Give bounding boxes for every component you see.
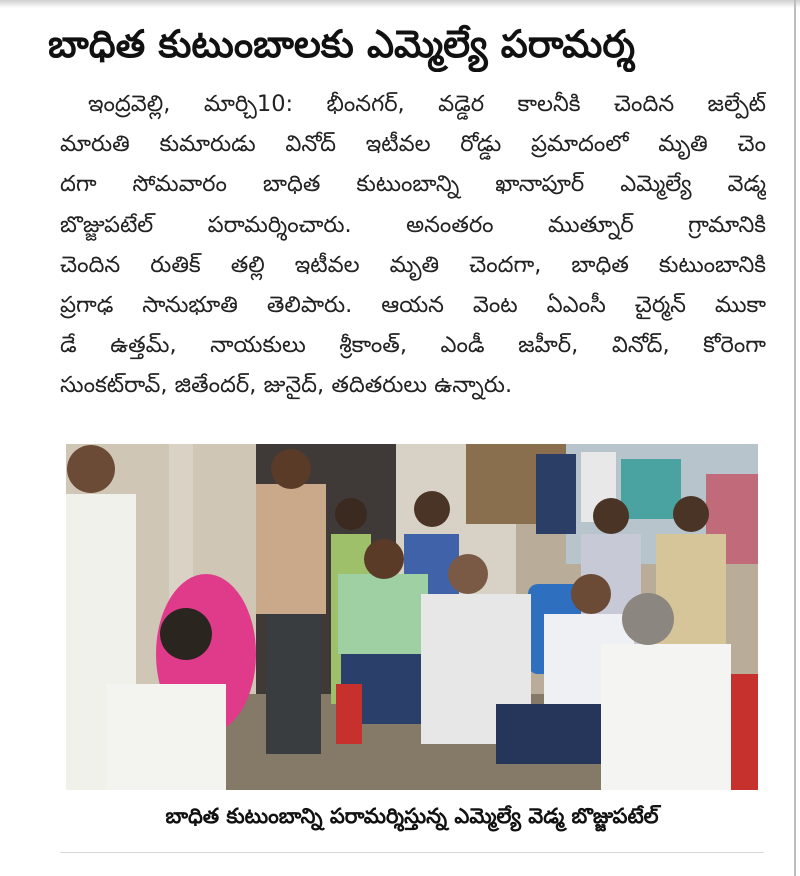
article-body-line: చెందిన రుతిక్ తల్లి ఇటీవల మృతి చెందగా, బాధిత కుటుంబానికి	[60, 251, 766, 278]
article-body-line: సుంకట్‌రావ్, జితేందర్, జునైద్, తదితరులు ఉన్నారు.	[60, 372, 513, 399]
article-body-line: ఇంద్రవెల్లి, మార్చి10: భీంనగర్, వడ్డెర కాలనీకి చెందిన జల్పేట్	[88, 91, 766, 117]
article-body-line: డే ఉత్తమ్, నాయకులు శ్రీకాంత్, ఎండీ జహీర్, వినోద్, కోరెంగా	[60, 332, 766, 359]
article-body-line: దగా సోమవారం బాధిత కుటుంబాన్ని ఖానాపూర్ ఎమ్మెల్యే వెడ్మ	[60, 171, 766, 198]
article-body-line: ప్రగాఢ సానుభూతి తెలిపారు. ఆయన వెంట ఏఎంసీ చైర్మన్ ముకా	[60, 292, 766, 319]
photo-caption: బాధిత కుటుంబాన్ని పరామర్శిస్తున్న ఎమ్మెల్యే వెడ్మ బొజ్జుపటేల్	[165, 804, 659, 828]
news-photo	[66, 444, 758, 790]
column-rule	[794, 0, 796, 876]
article-body-line: బొజ్జుపటేల్ పరామర్శించారు. అనంతరం ముత్నూర్ గ్రామానికి	[60, 211, 766, 238]
article-body-line: మారుతి కుమారుడు వినోద్ ఇటీవల రోడ్డు ప్రమాదంలో మృతి చెం	[60, 131, 766, 158]
bottom-divider	[60, 852, 764, 853]
article-body	[60, 84, 766, 406]
clipped-previous-article-edge	[0, 0, 800, 8]
article-headline: బాధిత కుటుంబాలకు ఎమ్మెల్యే పరామర్శ	[48, 22, 636, 66]
